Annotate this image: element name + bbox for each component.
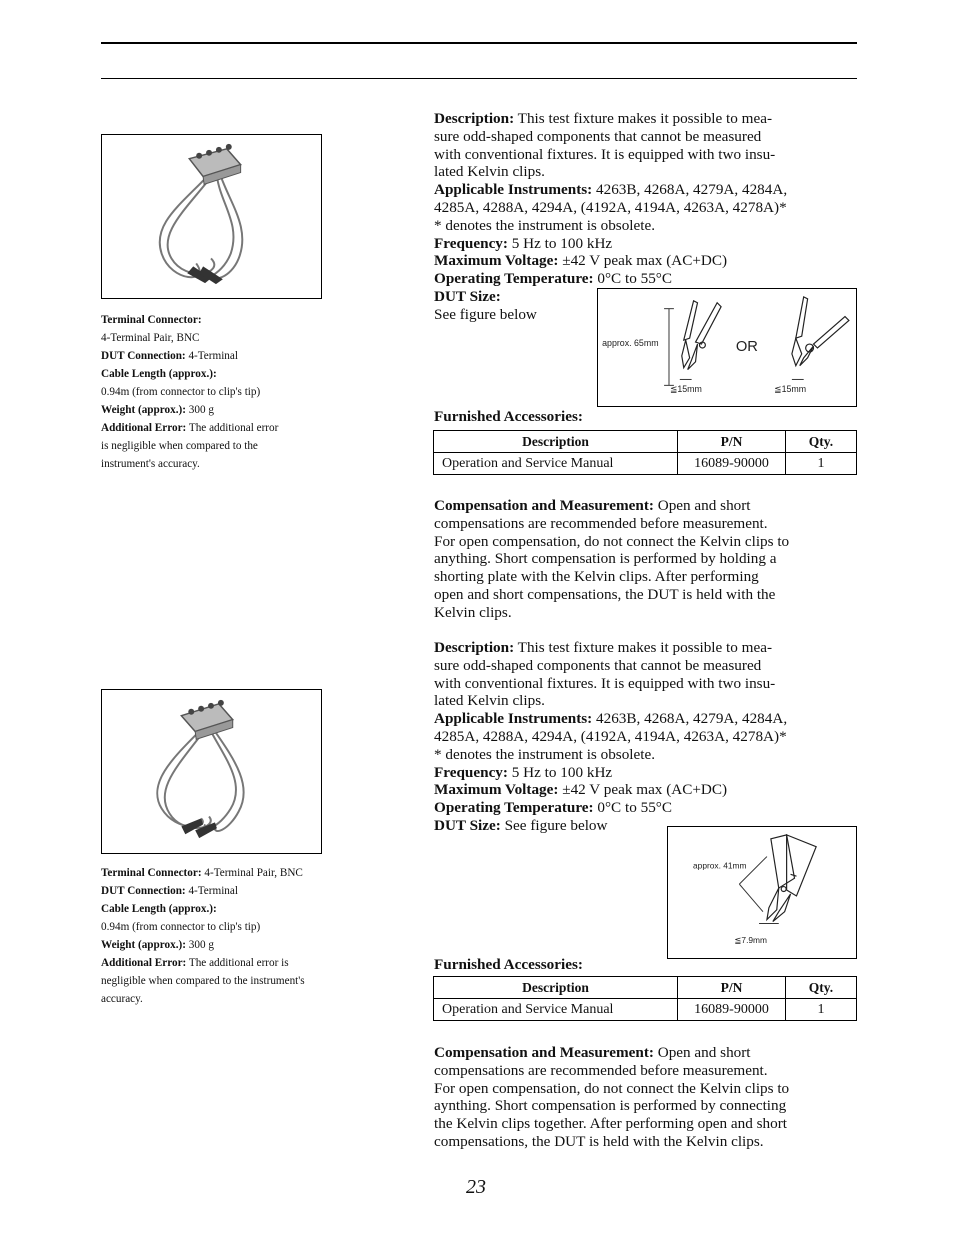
- spec-line: DUT Connection: 4-Terminal: [101, 350, 238, 362]
- operating-temperature: Operating Temperature: 0°C to 55°C: [434, 270, 672, 288]
- kelvin-clip-fixture-image: [102, 135, 321, 298]
- section-1-specs: Description: This test fixture makes it possible to mea- sure odd-shaped components that cannot be measured with conventional fixtures. It is equipped with two insu- lated Kelvin clips. Applicable Instruments: 4263B, 4268A, 4279A, 4284A, 4285A, 4288A, 4294A, (4192A, 4194A, 4263A, 4278A)* * denotes the instrument is obsolete. Frequency: 5 Hz to 100 kHz Maximum Voltage: ±42 V peak max (AC+DC) Operating Temperature: 0°C to 55°C DUT Size: See figure below: [434, 110, 859, 324]
- table-row: Operation and Service Manual 16089-90000 1: [434, 999, 857, 1021]
- fixture-1-specs: [101, 311, 356, 473]
- compensation-2: Compensation and Measurement: Open and short compensations are recommended before measurement. For open compensation, do not connect the Kelvin clips to aynthing. Short compensation is performed by connecting the Kelvin clips together. After performing open and short compensations, the DUT is held with the Kelvin clips.: [434, 1044, 790, 1150]
- spec-line: Weight (approx.): 300 g: [101, 939, 214, 951]
- spec-line: Terminal Connector:: [101, 314, 202, 326]
- spec-line: Additional Error: The additional error: [101, 422, 279, 434]
- description: Description: This test fixture makes it possible to mea-: [434, 639, 773, 656]
- max-voltage: Maximum Voltage: ±42 V peak max (AC+DC): [434, 781, 728, 799]
- spec-line: Weight (approx.): 300 g: [101, 404, 214, 416]
- figure-or-label: OR: [735, 338, 758, 355]
- figure-approx-label: approx. 65mm: [602, 338, 659, 349]
- dut-size-figure-1: [597, 288, 857, 407]
- accessories-table-1: [433, 430, 857, 475]
- table-header: Description: [434, 431, 678, 453]
- applicable-instruments: Applicable Instruments: 4263B, 4268A, 4279A, 4284A,: [434, 181, 788, 199]
- applicable-instruments: Applicable Instruments: 4263B, 4268A, 4279A, 4284A,: [434, 710, 788, 728]
- table-header: P/N: [678, 977, 786, 999]
- fixture-2-specs: [101, 864, 356, 1008]
- fixture-photo-1: [101, 134, 322, 299]
- figure-approx-label: approx. 41mm: [693, 860, 747, 871]
- section-2-specs: Description: This test fixture makes it possible to mea- sure odd-shaped components that cannot be measured with conventional fixtures. It is equipped with two insu- lated Kelvin clips. Applicable Instruments: 4263B, 4268A, 4279A, 4284A, 4285A, 4288A, 4294A, (4192A, 4194A, 4263A, 4278A)* * denotes the instrument is obsolete. Frequency: 5 Hz to 100 kHz Maximum Voltage: ±42 V peak max (AC+DC) Operating Temperature: 0°C to 55°C DUT Size: See figure below: [434, 639, 859, 835]
- spec-line: negligible when compared to the instrument's: [101, 975, 305, 987]
- frequency: Frequency: 5 Hz to 100 kHz: [434, 763, 613, 781]
- header-rule-thin: [101, 78, 857, 79]
- header-rule-thick: [101, 42, 857, 44]
- spec-line: Additional Error: The additional error is: [101, 957, 289, 969]
- accessories-title-2: Furnished Accessories:: [434, 956, 583, 973]
- kelvin-clip-fixture-image: [102, 690, 321, 853]
- table-header: Qty.: [786, 431, 857, 453]
- frequency: Frequency: 5 Hz to 100 kHz: [434, 234, 613, 252]
- figure-width-left: ≦15mm: [669, 384, 702, 395]
- accessories-title-1: Furnished Accessories:: [434, 408, 583, 425]
- figure-width-right: ≦15mm: [774, 384, 807, 395]
- spec-line: Cable Length (approx.):: [101, 368, 217, 380]
- spec-line: Cable Length (approx.):: [101, 903, 217, 915]
- dut-size: DUT Size: See figure below: [434, 816, 608, 834]
- max-voltage: Maximum Voltage: ±42 V peak max (AC+DC): [434, 252, 728, 270]
- spec-line: 0.94m (from connector to clip's tip): [101, 921, 261, 933]
- spec-line: is negligible when compared to the: [101, 440, 258, 452]
- table-header: P/N: [678, 431, 786, 453]
- compensation-1: Compensation and Measurement: Open and short compensations are recommended before measurement. For open compensation, do not connect the Kelvin clips to anything. Short compensation is performed by holding a shorting plate with the Kelvin clips. After performing open and short compensations, the DUT is held with the Kelvin clips.: [434, 497, 790, 621]
- accessories-table-2: [433, 976, 857, 1021]
- figure-width-label: ≦7.9mm: [734, 935, 767, 946]
- operating-temperature: Operating Temperature: 0°C to 55°C: [434, 799, 672, 817]
- dut-size: DUT Size:: [434, 287, 501, 305]
- page-number: 23: [466, 1176, 486, 1198]
- spec-line: 0.94m (from connector to clip's tip): [101, 386, 261, 398]
- fixture-photo-2: [101, 689, 322, 854]
- spec-line: accuracy.: [101, 993, 143, 1005]
- spec-line: Terminal Connector: 4-Terminal Pair, BNC: [101, 867, 303, 879]
- spec-line: instrument's accuracy.: [101, 458, 200, 470]
- table-row: Operation and Service Manual 16089-90000 1: [434, 453, 857, 475]
- spec-line: DUT Connection: 4-Terminal: [101, 885, 238, 897]
- table-header: Qty.: [786, 977, 857, 999]
- dut-size-figure-2: [667, 826, 857, 959]
- description: Description: This test fixture makes it possible to mea-: [434, 110, 773, 127]
- spec-line: 4-Terminal Pair, BNC: [101, 332, 200, 344]
- table-header: Description: [434, 977, 678, 999]
